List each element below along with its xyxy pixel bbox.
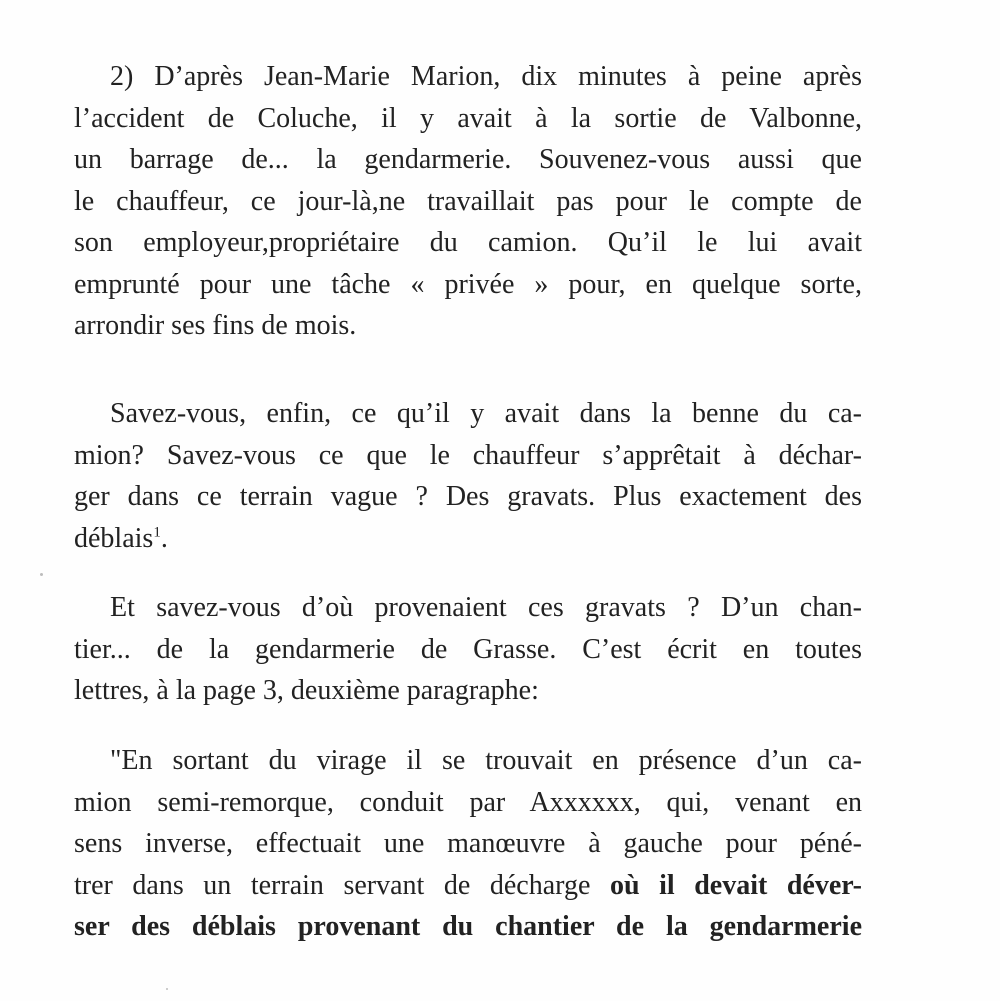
- paragraph-1: [74, 56, 862, 347]
- paragraph-line: "En sortant du virage il se trouvait en présence d’un ca-: [110, 745, 862, 776]
- paragraph-line: ger dans ce terrain vague ? Des gravats. Plus exactement des: [74, 481, 862, 512]
- paragraph-line: [74, 865, 862, 907]
- paragraph-line-text: trer dans un terrain servant de décharge: [74, 869, 610, 901]
- paragraph-line: 2) D’après Jean-Marie Marion, dix minutes à peine après: [110, 61, 862, 92]
- scan-speck: [166, 988, 168, 990]
- footnote-reference: 1: [153, 524, 161, 541]
- emphasized-text: où il devait déver-: [609, 869, 862, 901]
- paragraph-line: sens inverse, effectuait une manœuvre à gauche pour péné-: [74, 828, 862, 859]
- scan-speck: [40, 573, 43, 576]
- paragraph-line: son employeur,propriétaire du camion. Qu’il le lui avait: [74, 227, 862, 258]
- paragraph-line: un barrage de... la gendarmerie. Souvenez-vous aussi que: [74, 144, 862, 175]
- paragraph-line: [74, 518, 862, 560]
- paragraph-line: le chauffeur, ce jour-là,ne travaillait pas pour le compte de: [74, 185, 862, 217]
- paragraph-line: arrondir ses fins de mois.: [74, 310, 357, 341]
- paragraph-line: Savez-vous, enfin, ce qu’il y avait dans la benne du ca-: [110, 398, 862, 429]
- paragraph-line: mion? Savez-vous ce que le chauffeur s’apprêtait à déchar-: [74, 439, 862, 471]
- paragraph-line: tier... de la gendarmerie de Grasse. C’est écrit en toutes: [74, 633, 862, 665]
- paragraph-line-end: .: [160, 522, 168, 554]
- paragraph-3: [74, 587, 862, 712]
- paragraph-line: l’accident de Coluche, il y avait à la sortie de Valbonne,: [74, 102, 862, 134]
- paragraph-line: mion semi-remorque, conduit par Axxxxxx, qui, venant en: [74, 786, 862, 818]
- emphasized-line: ser des déblais provenant du chantier de la gendarmerie: [74, 911, 862, 942]
- paragraph-line: lettres, à la page 3, deuxième paragraphe:: [74, 675, 539, 706]
- quotation-paragraph: [74, 740, 862, 948]
- paragraph-2: [74, 393, 862, 559]
- paragraph-line: emprunté pour une tâche « privée » pour, en quelque sorte,: [74, 268, 862, 300]
- paragraph-line-text: déblais: [74, 522, 154, 554]
- paragraph-line: Et savez-vous d’où provenaient ces gravats ? D’un chan-: [110, 592, 862, 623]
